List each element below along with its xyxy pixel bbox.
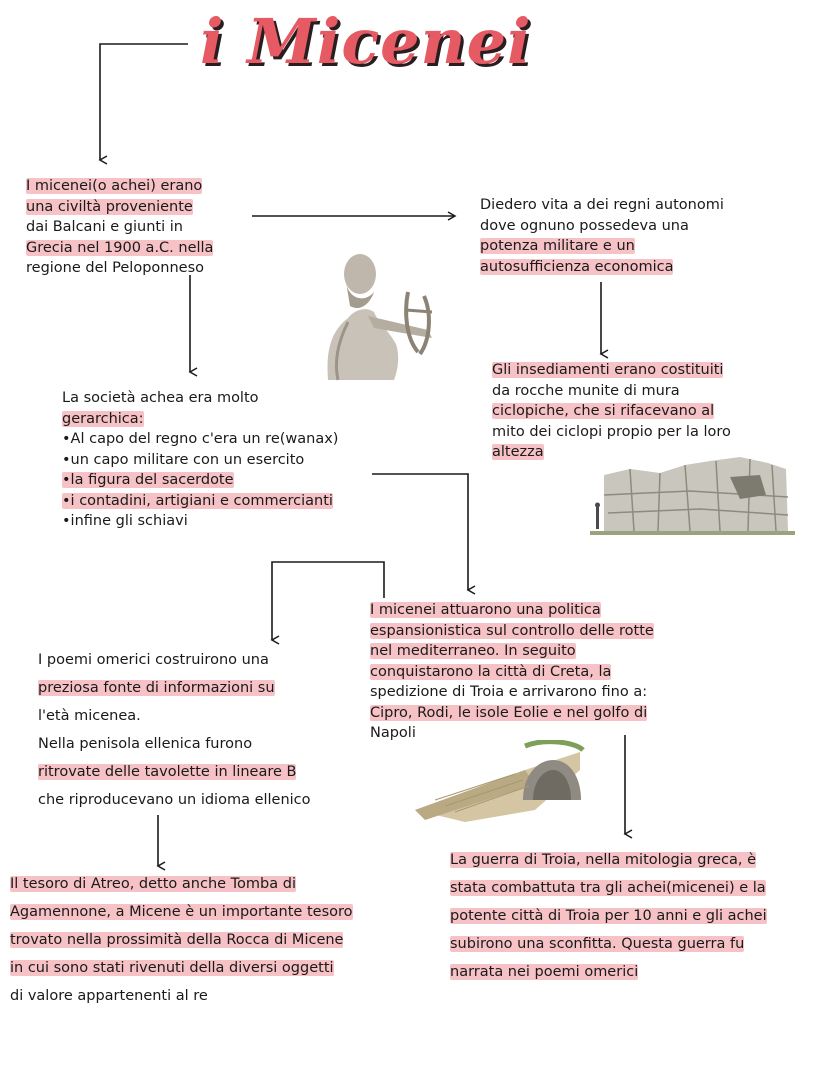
arrow-societa-to-espansione	[372, 474, 468, 590]
text-line: in cui sono stati rivenuti della diversi oggetti	[10, 960, 334, 976]
text-line: •i contadini, artigiani e commercianti	[62, 492, 333, 509]
arrow-espansione-to-poemi	[272, 562, 384, 640]
text-line: autosufficienza economica	[480, 258, 674, 275]
text-line: dove ognuno possedeva una	[480, 217, 689, 234]
origin-block	[26, 176, 213, 279]
page-title: i Micenei	[200, 5, 532, 78]
text-line: ritrovate delle tavolette in lineare B	[38, 764, 297, 780]
text-line: Nella penisola ellenica furono	[38, 736, 253, 752]
text-line: preziosa fonte di informazioni su	[38, 680, 275, 696]
text-line: di valore appartenenti al re	[10, 988, 208, 1004]
treasury-of-atreus-illustration	[405, 740, 585, 825]
text-line: potenza militare e un	[480, 238, 635, 254]
text-line: Grecia nel 1900 a.C. nella	[26, 239, 214, 256]
text-line: regione del Peloponneso	[26, 260, 205, 276]
tesoro-block	[10, 870, 353, 1010]
text-line: conquistarono la città di Creta, la	[370, 663, 612, 680]
text-line: Cipro, Rodi, le isole Eolie e nel golfo di	[370, 704, 648, 721]
text-line: subirono una sconfitta. Questa guerra fu	[450, 936, 745, 952]
text-line: altezza	[492, 444, 544, 460]
text-line: •infine gli schiavi	[62, 513, 188, 529]
text-line: potente città di Troia per 10 anni e gli achei	[450, 908, 767, 924]
text-line: da rocche munite di mura	[492, 382, 680, 399]
text-line: trovato nella prossimità della Rocca di Micene	[10, 932, 344, 948]
text-line: •la figura del sacerdote	[62, 472, 234, 488]
text-line: Il tesoro di Atreo, detto anche Tomba di	[10, 876, 296, 892]
text-line: una civiltà proveniente	[26, 198, 193, 215]
insediamenti-block	[492, 360, 731, 463]
text-line: che riproducevano un idioma ellenico	[38, 792, 311, 808]
text-line: Diedero vita a dei regni autonomi	[480, 197, 724, 213]
text-line: ciclopiche, che si rifacevano al	[492, 403, 715, 419]
text-line: •un capo militare con un esercito	[62, 451, 305, 468]
text-line: l'età micenea.	[38, 708, 141, 724]
text-line: Agamennone, a Micene è un importante tesoro	[10, 904, 353, 920]
guerra-block	[450, 846, 767, 986]
text-line: I micenei(o achei) erano	[26, 178, 203, 194]
text-line: nel mediterraneo. In seguito	[370, 643, 576, 659]
text-line: gerarchica:	[62, 410, 144, 427]
text-line: mito dei ciclopi propio per la loro	[492, 423, 731, 440]
text-line: La guerra di Troia, nella mitologia greca, è	[450, 852, 757, 868]
text-line: Gli insediamenti erano costituiti	[492, 362, 724, 378]
cyclopean-walls-illustration	[590, 455, 795, 535]
text-line: dai Balcani e giunti in	[26, 219, 183, 235]
text-line: spedizione di Troia e arrivarono fino a:	[370, 684, 648, 700]
homer-statue-illustration	[308, 252, 458, 382]
text-line: I poemi omerici costruirono una	[38, 652, 269, 668]
text-line: espansionistica sul controllo delle rotte	[370, 622, 654, 639]
text-line: Napoli	[370, 725, 416, 741]
espansione-block	[370, 600, 654, 744]
text-line: narrata nei poemi omerici	[450, 964, 639, 980]
societa-block	[62, 388, 338, 532]
arrow-title-to-origin	[100, 44, 188, 160]
regni-block	[480, 195, 724, 277]
poemi-block	[38, 646, 311, 814]
text-line: La società achea era molto	[62, 390, 259, 406]
text-line: I micenei attuarono una politica	[370, 602, 601, 618]
text-line: •Al capo del regno c'era un re(wanax)	[62, 431, 339, 447]
text-line: stata combattuta tra gli achei(micenei) e la	[450, 880, 766, 896]
